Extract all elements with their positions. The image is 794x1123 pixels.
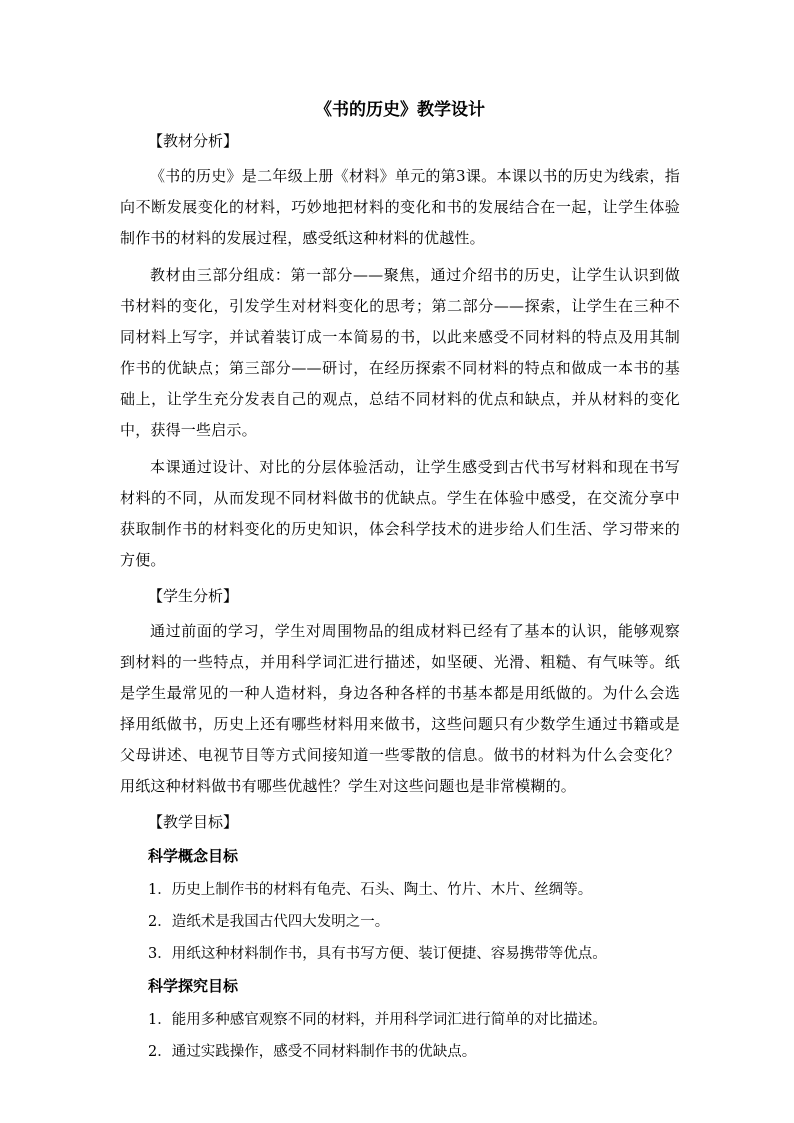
list-item: 2．通过实践操作，感受不同材料制作书的优缺点。 [148,1044,477,1060]
document-page [120,97,680,1070]
section-heading-teaching-goals: 【教学目标】 [148,813,239,831]
paragraph: 本课通过设计、对比的分层体验活动，让学生感受到古代书写材料和现在书写材料的不同，从而发现不同材料做书的优缺点。学生在体验中感受，在交流分享中获取制作书的材料变化的历史知识，体会科学技术的进步给人们生活、学习带来的方便。 [120,458,680,569]
section-heading-student-analysis: 【学生分析】 [148,587,239,605]
subheading-inquiry-goals: 科学探究目标 [148,977,239,995]
list-item: 1．能用多种感官观察不同的材料，并用科学词汇进行简单的对比描述。 [148,1012,607,1028]
document-title: 《书的历史》教学设计 [315,100,485,120]
section-materials-analysis [120,127,680,576]
section-teaching-goals [120,808,680,1066]
section-student-analysis [120,582,680,802]
list-item: 3．用纸这种材料制作书，具有书写方便、装订便捷、容易携带等优点。 [148,946,607,962]
paragraph: 通过前面的学习，学生对周围物品的组成材料已经有了基本的认识，能够观察到材料的一些特点，并用科学词汇进行描述，如坚硬、光滑、粗糙、有气味等。纸是学生最常见的一种人造材料，身边各种各样的书基本都是用纸做的。为什么会选择用纸做书，历史上还有哪些材料用来做书，这些问题只有少数学生通过书籍或是父母讲述、电视节目等方式间接知道一些零散的信息。做书的材料为什么会变化？用纸这种材料做书有哪些优越性？学生对这些问题也是非常模糊的。 [120,622,680,795]
paragraph: 《书的历史》是二年级上册《材料》单元的第3课。本课以书的历史为线索，指向不断发展变化的材料，巧妙地把材料的变化和书的发展结合在一起，让学生体验制作书的材料的发展过程，感受纸这种材料的优越性。 [120,167,680,247]
paragraph: 教材由三部分组成：第一部分——聚焦，通过介绍书的历史，让学生认识到做书材料的变化，引发学生对材料变化的思考；第二部分——探索，让学生在三种不同材料上写字，并试着装订成一本简易的书，以此来感受不同材料的特点及用其制作书的优缺点；第三部分——研讨，在经历探索不同材料的特点和做成一本书的基础上，让学生充分发表自己的观点，总结不同材料的优点和缺点，并从材料的变化中，获得一些启示。 [120,266,680,439]
list-item: 2．造纸术是我国古代四大发明之一。 [148,914,390,930]
subheading-concept-goals: 科学概念目标 [148,847,239,865]
list-item: 1．历史上制作书的材料有龟壳、石头、陶土、竹片、木片、丝绸等。 [148,882,593,898]
section-heading-materials-analysis: 【教材分析】 [148,132,239,150]
